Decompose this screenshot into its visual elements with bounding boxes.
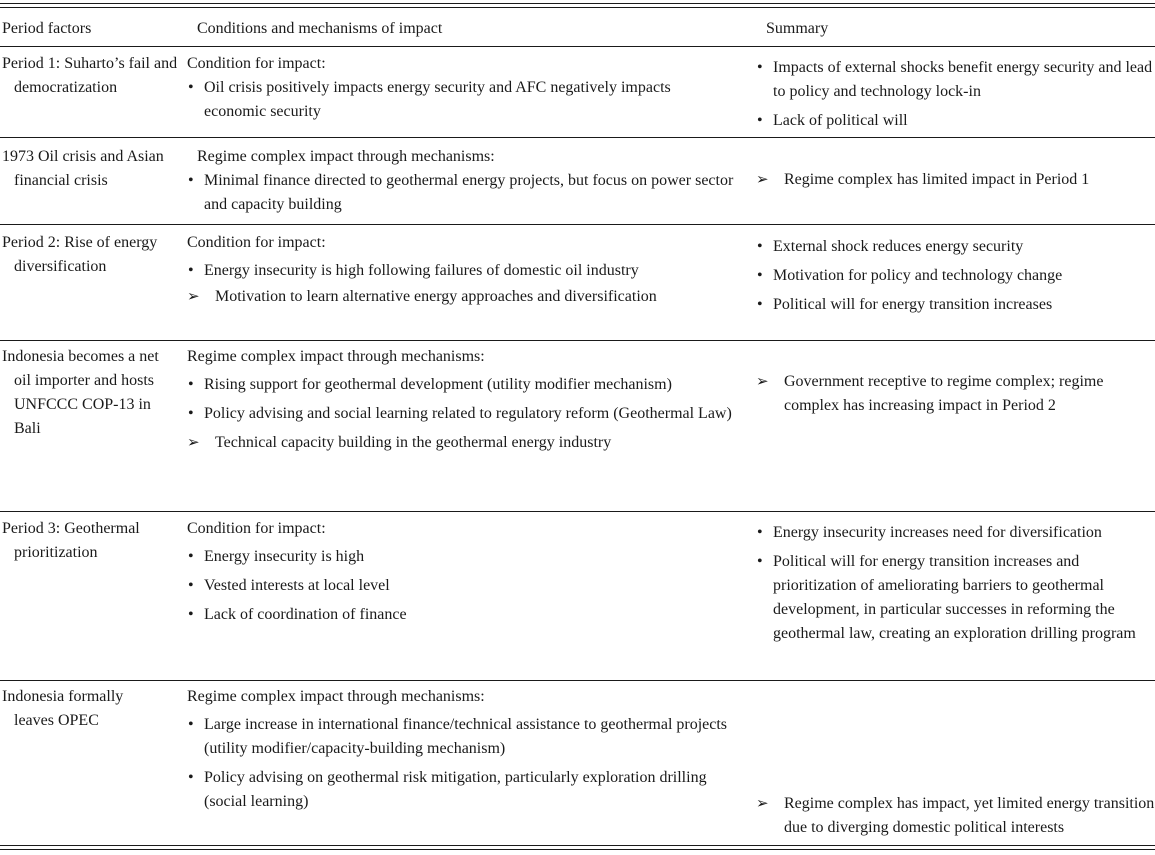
bullet-icon: • [757,296,763,313]
list-item: • Political will for energy transition increases [756,293,1155,317]
summary-cell [756,517,1155,646]
list-item: ➢ Technical capacity building in the geothermal energy industry [187,431,732,455]
bullet-icon: • [188,716,194,733]
row-rule [0,511,1155,512]
bullet-icon: • [188,577,194,594]
conditions-cell [187,52,732,124]
summary-cell [756,52,1155,133]
period-factor-cell: Period 1: Suharto’s fail and democratization [2,55,178,96]
list-item: • Energy insecurity is high following failures of domestic oil industry [187,259,732,283]
condition-title: Condition for impact: [187,234,326,251]
list-item: • Energy insecurity increases need for diversification [756,521,1155,545]
list-item: ➢ Motivation to learn alternative energy approaches and diversification [187,285,732,309]
period-factor-cell: Period 2: Rise of energy diversification [2,234,158,275]
bullet-icon: • [757,112,763,129]
list-item: • Political will for energy transition increases and prioritization of ameliorating barriers to geothermal development, in particular successes in reforming the geothermal law, creating an exploration drilling program [756,550,1155,646]
list-item: • Energy insecurity is high [187,545,732,569]
header-rule [0,46,1155,47]
header-conditions: Conditions and mechanisms of impact [197,20,443,37]
condition-title: Condition for impact: [187,520,326,537]
list-item: • Policy advising on geothermal risk mitigation, particularly exploration drilling (social learning) [187,766,732,814]
list-item: • Impacts of external shocks benefit energy security and lead to policy and technology lock-in [756,56,1155,104]
list-item: ➢ Government receptive to regime complex; regime complex has increasing impact in Period 2 [756,370,1155,418]
list-item: • Rising support for geothermal development (utility modifier mechanism) [187,373,732,397]
conditions-cell [187,231,732,309]
summary-cell [756,792,1155,840]
row-rule [0,680,1155,681]
condition-title: Condition for impact: [187,55,326,72]
summary-cell [756,168,1155,192]
list-item: • Policy advising and social learning related to regulatory reform (Geothermal Law) [187,402,732,426]
table-top-rule [0,3,1155,4]
bullet-icon: • [188,79,194,96]
conditions-cell [187,345,732,455]
arrow-icon: ➢ [187,289,200,305]
table-top-rule [0,7,1155,8]
period-factor-cell: Indonesia formally leaves OPEC [2,688,124,729]
bullet-icon: • [757,553,763,570]
period-factor-cell: 1973 Oil crisis and Asian financial crisis [2,148,164,189]
arrow-icon: ➢ [756,374,769,390]
bullet-icon: • [188,262,194,279]
list-item: • External shock reduces energy security [756,235,1155,259]
condition-title: Regime complex impact through mechanisms: [197,148,495,165]
period-factor-cell: Period 3: Geothermal prioritization [2,520,140,561]
row-rule [0,137,1155,138]
condition-title: Regime complex impact through mechanisms: [187,688,485,705]
row-rule [0,340,1155,341]
conditions-cell [188,145,742,217]
list-item: • Oil crisis positively impacts energy security and AFC negatively impacts economic security [187,76,732,124]
list-item: ➢ Regime complex has impact, yet limited energy transition due to diverging domestic political interests [756,792,1155,840]
bullet-icon: • [188,172,194,189]
bullet-icon: • [188,376,194,393]
table-bottom-rule [0,845,1155,846]
list-item: • Lack of political will [756,109,1155,133]
summary-cell [756,231,1155,317]
table-bottom-rule [0,849,1155,850]
list-item: • Minimal finance directed to geothermal energy projects, but focus on power sector and capacity building [187,169,742,217]
list-item: ➢ Regime complex has limited impact in Period 1 [756,168,1155,192]
bullet-icon: • [188,548,194,565]
list-item: • Motivation for policy and technology change [756,264,1155,288]
arrow-icon: ➢ [187,435,200,451]
conditions-cell [187,685,732,814]
arrow-icon: ➢ [756,172,769,188]
bullet-icon: • [188,405,194,422]
arrow-icon: ➢ [756,796,769,812]
list-item: • Large increase in international finance/technical assistance to geothermal projects (utility modifier/capacity-building mechanism) [187,713,732,761]
period-factor-cell: Indonesia becomes a net oil importer and hosts UNFCCC COP-13 in Bali [2,348,159,437]
summary-cell [756,370,1155,418]
row-rule [0,224,1155,225]
condition-title: Regime complex impact through mechanisms: [187,348,485,365]
bullet-icon: • [188,606,194,623]
bullet-icon: • [757,238,763,255]
list-item: • Vested interests at local level [187,574,732,598]
header-summary: Summary [766,20,829,37]
list-item: • Lack of coordination of finance [187,603,732,627]
conditions-cell [187,517,732,627]
bullet-icon: • [757,267,763,284]
bullet-icon: • [757,59,763,76]
header-period-factors: Period factors [2,20,92,37]
bullet-icon: • [188,769,194,786]
bullet-icon: • [757,524,763,541]
